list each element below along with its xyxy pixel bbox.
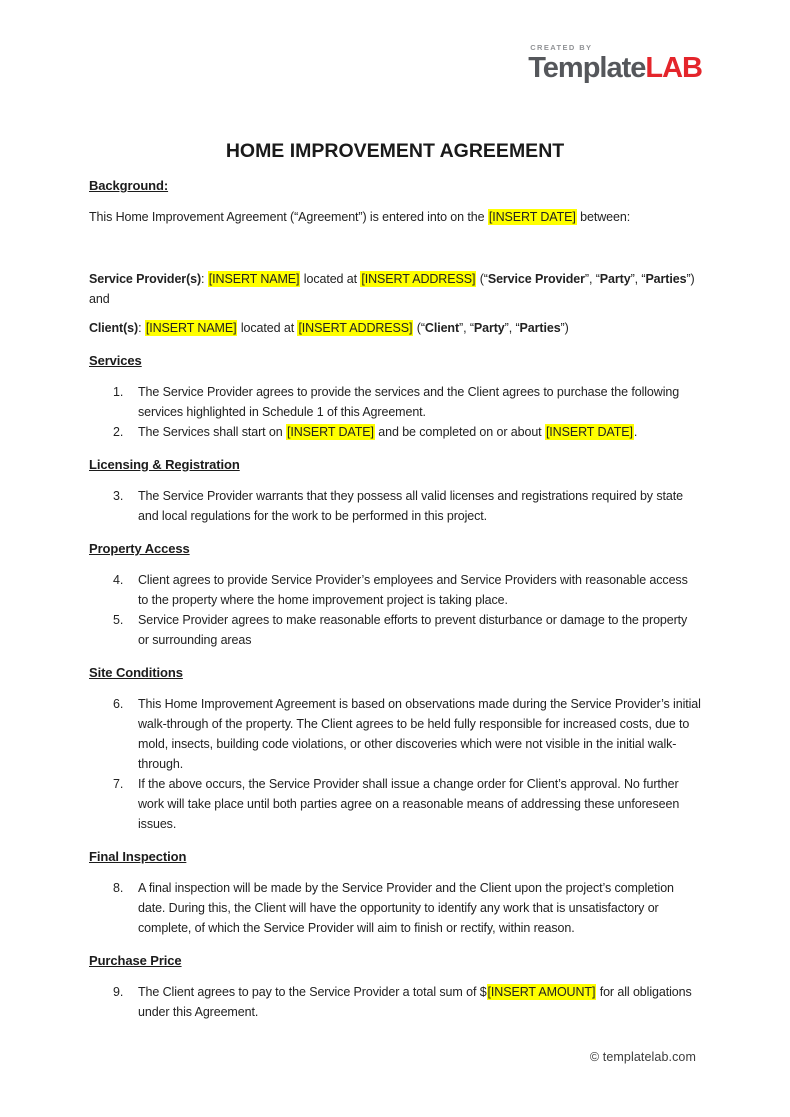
numbered-list: [89, 982, 701, 1022]
insert-placeholder: [INSERT ADDRESS]: [298, 321, 413, 335]
text-run: A final inspection will be made by the Service Provider and the Client upon the project’s completion date. During this, the Client will have the opportunity to identify any work that is unsatisfactory or complete, of which the Service Provider will aim to finish or rectify, within reason.: [138, 881, 674, 935]
text-run: ”, “: [504, 321, 520, 335]
text-run: Client agrees to provide Service Provider’s employees and Service Providers with reasonable access to the property where the home improvement project is taking place.: [138, 573, 688, 607]
text-run: Parties: [645, 272, 687, 286]
list-item: [89, 982, 701, 1022]
section-heading-licensing-registration: Licensing & Registration: [89, 457, 240, 472]
text-run: This Home Improvement Agreement is based on observations made during the Service Provider’s initial walk-through of the property. The Client agrees to be held fully responsible for increased costs, due to mold, insects, building code violations, or other discoveries which were not visible in the initial walk-through.: [138, 697, 701, 771]
logo-lab-text: LAB: [645, 51, 702, 84]
section-heading-final-inspection: Final Inspection: [89, 849, 187, 864]
numbered-list: [89, 694, 701, 834]
list-item: [89, 774, 701, 834]
list-item: [89, 610, 701, 650]
list-item: [89, 422, 701, 442]
document-title: HOME IMPROVEMENT AGREEMENT: [225, 140, 565, 162]
insert-placeholder: [INSERT AMOUNT]: [487, 985, 596, 999]
text-run: ”): [560, 321, 569, 335]
list-item-number: 1.: [113, 385, 124, 399]
list-item-text: [138, 382, 701, 422]
text-run: (“: [413, 321, 425, 335]
list-item-text: [138, 982, 701, 1022]
numbered-list: [89, 382, 701, 442]
text-run: Service Provider agrees to make reasonable efforts to prevent disturbance or damage to the property or surrounding areas: [138, 613, 688, 647]
logo-template-text: Template: [528, 51, 646, 84]
text-run: Service Provider(s): [89, 272, 202, 286]
text-run: Client(s): [89, 321, 139, 335]
text-run: Service Provider: [487, 272, 585, 286]
text-run: (“: [476, 272, 488, 286]
text-run: Party: [473, 321, 505, 335]
paragraph: [89, 318, 701, 338]
list-item-number: 7.: [113, 777, 124, 791]
text-run: Party: [599, 272, 631, 286]
text-run: Client: [424, 321, 460, 335]
numbered-list: [89, 878, 701, 938]
list-item-text: [138, 694, 701, 774]
list-item-text: [138, 774, 701, 834]
list-item-number: 9.: [113, 985, 124, 999]
insert-placeholder: [INSERT DATE]: [545, 425, 633, 439]
text-run: The Client agrees to pay to the Service Provider a total sum of $: [138, 985, 487, 999]
document-body: [89, 176, 701, 1022]
insert-placeholder: [INSERT DATE]: [488, 210, 576, 224]
logo-created-by-label: CREATED BY: [530, 43, 593, 52]
text-run: The Services shall start on: [138, 425, 286, 439]
list-item: [89, 570, 701, 610]
text-run: If the above occurs, the Service Provider shall issue a change order for Client’s approval. No further work will take place until both parties agree on a reasonable means of addressing these unforeseen issues.: [138, 777, 680, 831]
section-heading-purchase-price: Purchase Price: [89, 953, 182, 968]
logo-wordmark: [528, 51, 702, 84]
text-run: and be completed on or about: [374, 425, 545, 439]
list-item-text: [138, 878, 701, 938]
text-run: The Service Provider warrants that they possess all valid licenses and registrations required by state and local regulations for the work to be performed in this project.: [138, 489, 683, 523]
text-run: ”, “: [584, 272, 600, 286]
list-item-text: [138, 422, 701, 442]
insert-placeholder: [INSERT ADDRESS]: [361, 272, 476, 286]
text-run: :: [138, 321, 145, 335]
list-item: [89, 694, 701, 774]
text-run: ”) and: [89, 272, 695, 306]
list-item-number: 5.: [113, 613, 124, 627]
numbered-list: [89, 486, 701, 526]
list-item-number: 4.: [113, 573, 124, 587]
numbered-list: [89, 570, 701, 650]
vertical-spacer: [89, 236, 701, 260]
text-run: between:: [576, 210, 631, 224]
list-item: [89, 486, 701, 526]
text-run: for all obligations under this Agreement.: [138, 985, 692, 1019]
text-run: The Service Provider agrees to provide the services and the Client agrees to purchase the following services highlighted in Schedule 1 of this Agreement.: [138, 385, 680, 419]
list-item-text: [138, 486, 701, 526]
footer-copyright: © templatelab.com: [589, 1050, 696, 1064]
paragraph: [89, 269, 701, 309]
list-item-text: [138, 570, 701, 610]
list-item-text: [138, 610, 701, 650]
text-run: .: [633, 425, 638, 439]
section-heading-background: Background:: [89, 178, 169, 193]
section-heading-services: Services: [89, 353, 142, 368]
text-run: Parties: [519, 321, 561, 335]
text-run: ”, “: [630, 272, 646, 286]
list-item-number: 8.: [113, 881, 124, 895]
list-item-number: 2.: [113, 425, 124, 439]
text-run: located at: [237, 321, 298, 335]
text-run: This Home Improvement Agreement (“Agreement”) is entered into on the: [89, 210, 488, 224]
insert-placeholder: [INSERT DATE]: [286, 425, 374, 439]
insert-placeholder: [INSERT NAME]: [208, 272, 300, 286]
section-heading-property-access: Property Access: [89, 541, 190, 556]
templatelab-logo: [528, 44, 702, 83]
list-item-number: 3.: [113, 489, 124, 503]
insert-placeholder: [INSERT NAME]: [145, 321, 237, 335]
text-run: located at: [300, 272, 361, 286]
text-run: ”, “: [459, 321, 474, 335]
list-item: [89, 382, 701, 422]
paragraph: [89, 207, 701, 227]
list-item-number: 6.: [113, 697, 124, 711]
text-run: :: [201, 272, 208, 286]
list-item: [89, 878, 701, 938]
section-heading-site-conditions: Site Conditions: [89, 665, 183, 680]
